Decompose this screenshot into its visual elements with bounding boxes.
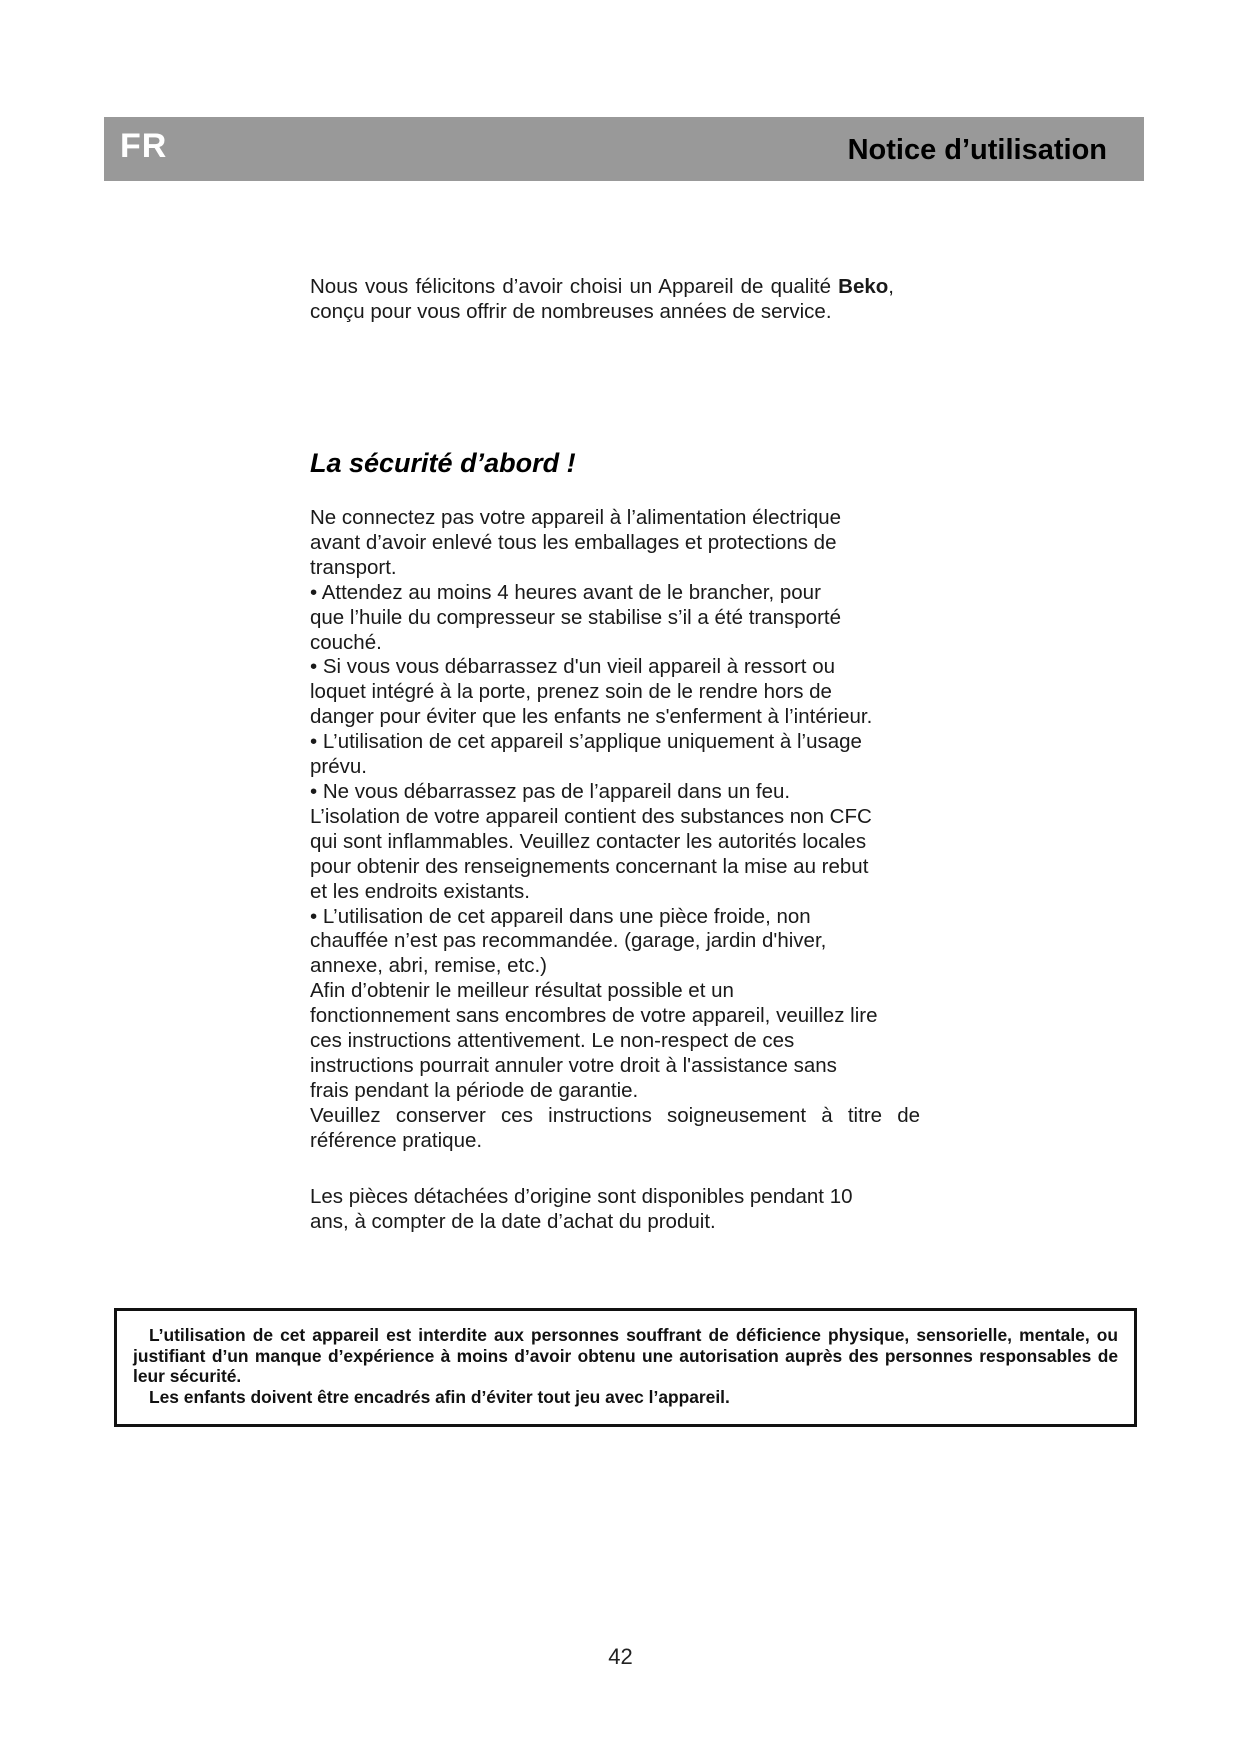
safety-line: Veuillez conserver ces instructions soigneusement à titre de [310, 1103, 920, 1127]
spare-parts-line: Les pièces détachées d’origine sont disponibles pendant 10 [310, 1185, 853, 1208]
safety-line: annexe, abri, remise, etc.) [310, 954, 547, 978]
safety-instructions [310, 506, 920, 1154]
safety-line: frais pendant la période de garantie. [310, 1078, 639, 1102]
safety-line: • Ne vous débarrassez pas de l’appareil dans un feu. [310, 779, 791, 803]
children-warning-text: Les enfants doivent être encadrés afin d’éviter tout jeu avec l’appareil. [149, 1386, 730, 1407]
page-number: 42 [608, 1644, 633, 1669]
header-bar [104, 117, 1144, 181]
safety-line: loquet intégré à la porte, prenez soin de le rendre hors de [310, 680, 832, 704]
safety-line: • L’utilisation de cet appareil dans une pièce froide, non [310, 904, 811, 928]
safety-heading: La sécurité d’abord ! [310, 448, 576, 478]
spare-parts-notice [310, 1184, 910, 1234]
intro-text-start: Nous vous félicitons d’avoir choisi un Appareil de qualité [310, 275, 839, 298]
safety-line: qui sont inflammables. Veuillez contacter les autorités locales [310, 829, 867, 853]
spare-parts-line: ans, à compter de la date d’achat du produit. [310, 1210, 716, 1233]
language-code: FR [120, 127, 168, 165]
warning-text: L’utilisation de cet appareil est interdite aux personnes souffrant de déficience physique, sensorielle, mentale, ou justifiant d’un manque d’expérience à moins d’avoir obtenu une autorisation auprès des personnes responsables de leur sécurité. [133, 1325, 1118, 1386]
safety-line: • L’utilisation de cet appareil s’applique uniquement à l’usage [310, 730, 862, 754]
safety-line: Ne connectez pas votre appareil à l’alimentation électrique [310, 506, 842, 529]
intro-text-end: , conçu pour vous offrir de nombreuses années de service. [310, 275, 894, 323]
safety-line: danger pour éviter que les enfants ne s'enferment à l’intérieur. [310, 705, 873, 729]
safety-line: pour obtenir des renseignements concernant la mise au rebut [310, 854, 869, 878]
intro-paragraph [310, 274, 894, 324]
safety-line: prévu. [310, 755, 367, 779]
warning-box [114, 1308, 1137, 1427]
safety-line: • Attendez au moins 4 heures avant de le brancher, pour [310, 580, 821, 604]
safety-line: référence pratique. [310, 1128, 483, 1152]
safety-line: et les endroits existants. [310, 879, 530, 903]
safety-line: chauffée n’est pas recommandée. (garage, jardin d'hiver, [310, 929, 827, 953]
brand-name: Beko [838, 275, 889, 298]
safety-line: instructions pourrait annuler votre droit à l'assistance sans [310, 1053, 837, 1077]
safety-line: que l’huile du compresseur se stabilise s’il a été transporté [310, 605, 841, 629]
safety-line: Afin d’obtenir le meilleur résultat possible et un [310, 979, 734, 1003]
safety-line: fonctionnement sans encombres de votre appareil, veuillez lire [310, 1004, 878, 1028]
safety-line: transport. [310, 555, 397, 579]
safety-line: L’isolation de votre appareil contient des substances non CFC [310, 804, 872, 828]
safety-line: • Si vous vous débarrassez d'un vieil appareil à ressort ou [310, 655, 836, 679]
safety-line: ces instructions attentivement. Le non-respect de ces [310, 1029, 795, 1053]
safety-line: avant d’avoir enlevé tous les emballages et protections de [310, 530, 837, 554]
safety-line: couché. [310, 630, 382, 654]
document-title: Notice d’utilisation [847, 134, 1107, 166]
